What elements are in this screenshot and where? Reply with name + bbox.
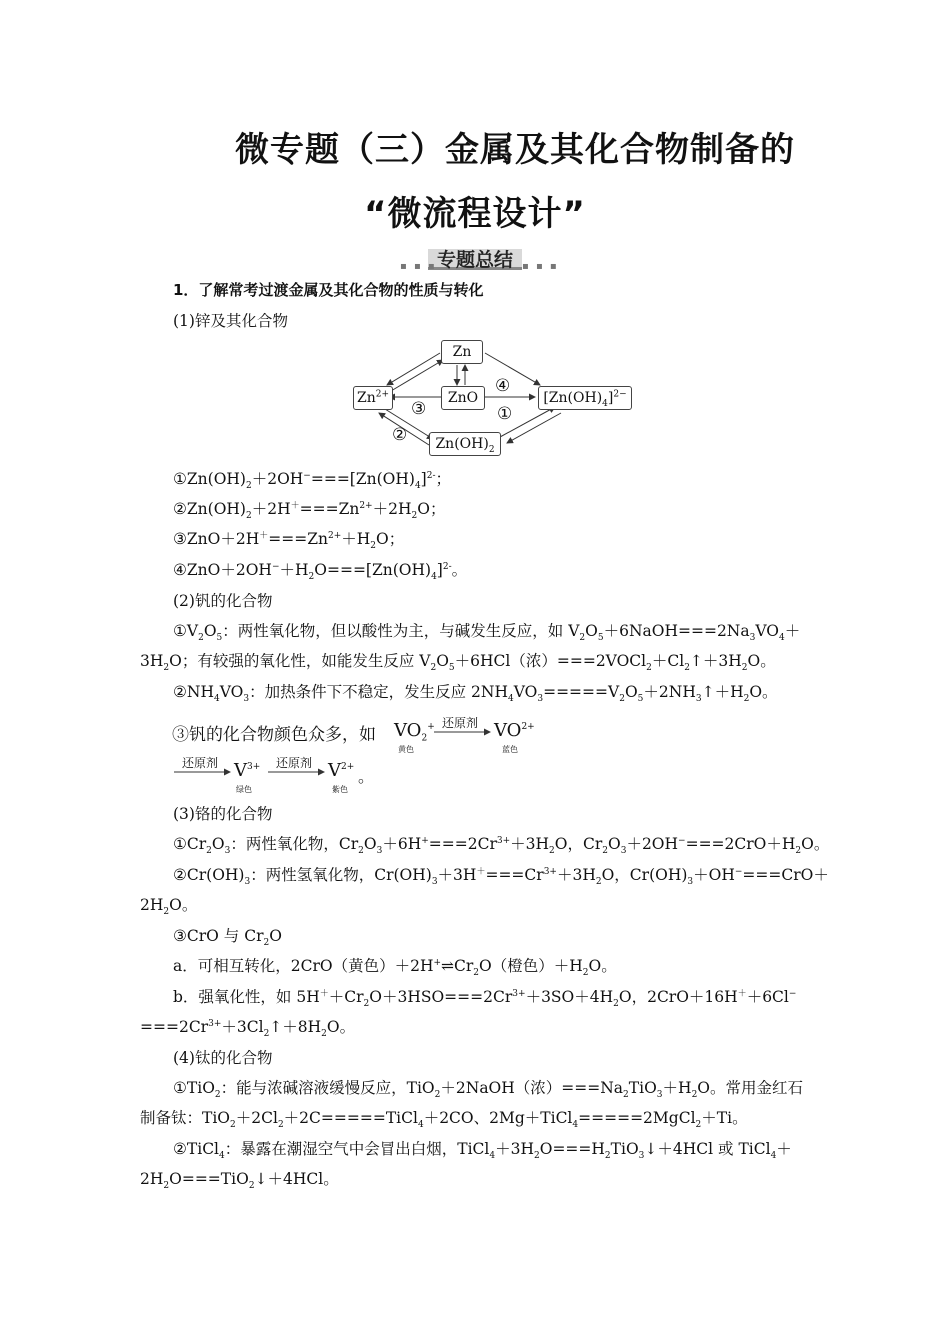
text-run: O。 <box>749 683 778 701</box>
text-run: 3H <box>140 652 164 670</box>
superscript: 2- <box>426 470 436 481</box>
text-run: ↓＋4HCl 或 TiCl <box>644 1140 771 1158</box>
text-run: 制备钛：TiO <box>140 1109 231 1127</box>
text-run: ③CrO 与 Cr <box>173 927 264 945</box>
text-run: ＋2NH <box>643 683 696 701</box>
text-run: ＋Cr <box>328 988 364 1006</box>
text-run: VO <box>755 622 779 640</box>
text-run: b．强氧化性，如 5H <box>173 988 320 1006</box>
node-zincate-charge: 2− <box>613 389 627 400</box>
vanadium-p1 <box>140 621 812 644</box>
species-v3plus <box>234 760 260 781</box>
chromium-p1 <box>140 834 830 857</box>
subscript: 2 <box>741 663 748 674</box>
page-title-line2: “微流程设计” <box>364 194 586 234</box>
subscript: 4 <box>417 1120 424 1131</box>
text-run: O；有较强的氧化性，如能发生反应 V <box>169 652 431 670</box>
text-run: ； <box>435 470 452 488</box>
subscript: 2 <box>277 1120 284 1131</box>
text-run: O，Cr(OH) <box>601 866 688 884</box>
text-run: ①V <box>173 622 199 640</box>
text-run: O <box>363 835 377 853</box>
text-run: ===2Cr <box>140 1018 209 1036</box>
chromium-p5-cont <box>140 1017 812 1040</box>
text-run: ②Zn(OH) <box>173 500 246 518</box>
text-run: ⇌Cr <box>441 957 474 975</box>
chromium-p3 <box>140 926 812 949</box>
subscript: 2 <box>602 846 608 857</box>
node-zincate-a: [Zn(OH) <box>543 390 603 406</box>
text-run: ①Cr <box>173 835 207 853</box>
subscript: 4 <box>414 481 421 492</box>
superscript: − <box>271 561 280 572</box>
subscript: 2 <box>370 541 377 552</box>
text-run: ③ZnO＋2H <box>173 530 260 548</box>
species-vo2-ion <box>494 720 535 741</box>
zinc-eq1 <box>140 469 812 492</box>
subscript: 4 <box>213 694 220 705</box>
subscript: 3 <box>431 877 438 888</box>
chromium-p4 <box>140 956 812 979</box>
node-zn-hydroxide-sub: 2 <box>488 444 495 455</box>
text-run: O。 <box>747 652 776 670</box>
vanadium-colors-end: 。 <box>358 767 375 786</box>
text-run: O。常用金红石 <box>697 1079 804 1097</box>
text-run: ：能与浓碱溶液缓慢反应，TiO <box>220 1079 435 1097</box>
text-run: O； <box>376 530 405 548</box>
text-run: ＋6HCl（浓）===2VOCl <box>454 652 647 670</box>
subscript: 2 <box>579 633 586 644</box>
superscript: + <box>427 722 435 732</box>
text-run: O <box>211 835 225 853</box>
text-run: ＋2NaOH（浓）===Na <box>440 1079 624 1097</box>
node-zn-hydroxide-a: Zn(OH) <box>435 436 489 452</box>
subscript: 4 <box>770 1151 777 1162</box>
banner-dots-right: ▪ ▪ ▪ <box>522 261 559 272</box>
text-run: O <box>436 652 449 670</box>
text-run: TiO <box>628 1079 657 1097</box>
text-run: VO <box>219 683 244 701</box>
text-run: ↑＋3H <box>689 652 742 670</box>
subscript: 3 <box>244 877 251 888</box>
subscript: 3 <box>376 846 383 857</box>
text-run: ＋3H <box>437 866 477 884</box>
text-run: O <box>624 683 638 701</box>
text-run: ＋2C=====TiCl <box>283 1109 418 1127</box>
text-run: VO <box>494 720 522 741</box>
subscript: 2 <box>163 907 170 918</box>
subscript: 5 <box>216 633 223 644</box>
text-run: O。 <box>801 835 830 853</box>
text-run: ②NH <box>173 683 214 701</box>
color-blue: 蓝色 <box>502 745 518 754</box>
text-run: O（橙色）＋H <box>479 957 583 975</box>
superscript: 3+ <box>247 762 261 772</box>
superscript: − <box>678 835 686 846</box>
text-run: =====2MgCl <box>578 1109 696 1127</box>
label-4: ④ <box>495 376 511 396</box>
subscript: 2 <box>646 663 652 674</box>
superscript: ＋ <box>476 866 486 877</box>
subscript: 2 <box>198 633 204 644</box>
chromium-heading: (3)铬的化合物 <box>173 805 273 823</box>
species-v2plus <box>328 760 354 781</box>
subscript: 2 <box>691 1090 698 1101</box>
text-run: V <box>328 760 341 781</box>
subscript: 2 <box>743 694 750 705</box>
subscript: 3 <box>224 846 231 857</box>
banner-dots-left: ▪ ▪ ▪ <box>400 261 437 272</box>
text-run: O <box>607 835 621 853</box>
text-run: ＋H <box>662 1079 692 1097</box>
text-run: ===[Zn(OH) <box>310 470 415 488</box>
chromium-p2-cont <box>140 895 812 918</box>
text-run: ④ZnO＋2OH <box>173 561 272 579</box>
zinc-heading: (1)锌及其化合物 <box>173 312 288 330</box>
titanium-p1-cont <box>140 1108 812 1131</box>
text-run: O <box>203 622 217 640</box>
text-run: O。 <box>169 896 198 914</box>
superscript: 2+ <box>521 722 535 732</box>
text-run: ②TiCl <box>173 1140 220 1158</box>
subscript: 2 <box>308 572 315 583</box>
chromium-p5 <box>140 987 812 1010</box>
subscript: 2 <box>623 1090 629 1101</box>
color-yellow: 黄色 <box>398 745 414 754</box>
text-run: ＋OH <box>693 866 735 884</box>
text-run: O； <box>417 500 446 518</box>
text-run: ===CrO＋ <box>742 866 829 884</box>
text-run: ：加热条件下不稳定，发生反应 2NH <box>249 683 508 701</box>
node-zn2plus-charge: 2+ <box>375 389 390 400</box>
text-run: ↓＋4HCl。 <box>254 1170 339 1188</box>
subscript: 2 <box>206 846 212 857</box>
text-run: ＋2Cl <box>235 1109 278 1127</box>
text-run: ＋6H <box>382 835 422 853</box>
text-run: ①Zn(OH) <box>173 470 246 488</box>
label-1: ① <box>497 404 513 424</box>
subscript: 2 <box>230 1120 236 1131</box>
text-run: ===Cr <box>485 866 544 884</box>
subscript: 3 <box>243 694 250 705</box>
subscript: 3 <box>537 694 544 705</box>
vanadium-color-scheme <box>172 714 552 796</box>
node-zno: ZnO <box>441 386 485 410</box>
subscript: 3 <box>749 633 756 644</box>
superscript: 2- <box>442 561 452 572</box>
superscript: ＋ <box>259 530 269 541</box>
node-zn-hydroxide <box>429 432 501 456</box>
subscript: 3 <box>695 694 702 705</box>
superscript: − <box>303 470 311 481</box>
text-run: ＋3H <box>556 866 596 884</box>
superscript: ＋ <box>290 500 300 511</box>
text-run: ＋3H <box>495 1140 534 1158</box>
subscript: 2 <box>263 938 270 949</box>
subscript: 2 <box>363 999 370 1010</box>
subscript: 2 <box>604 1151 611 1162</box>
text-run: ：两性氢氧化物，Cr(OH) <box>250 866 432 884</box>
titanium-p2-cont <box>140 1169 812 1192</box>
subscript: 2 <box>245 511 252 522</box>
subscript: 2 <box>163 663 170 674</box>
text-run: ＋H <box>341 530 371 548</box>
subscript: 4 <box>489 1151 496 1162</box>
subscript: 2 <box>214 1090 221 1101</box>
text-run: ↑＋H <box>701 683 744 701</box>
text-run: ] <box>420 470 427 488</box>
text-run: ：两性氧化物，但以酸性为主，与碱发生反应，如 V <box>222 622 580 640</box>
text-run: ===Zn <box>299 500 360 518</box>
text-run: O＋3HSO===2Cr <box>369 988 513 1006</box>
subscript: 2 <box>473 968 480 979</box>
text-run: ：暴露在潮湿空气中会冒出白烟，TiCl <box>224 1140 490 1158</box>
superscript: 3+ <box>543 866 557 877</box>
text-run: ＋ <box>784 622 801 640</box>
subscript: 5 <box>448 663 455 674</box>
subscript: 4 <box>431 572 437 583</box>
text-run: ②Cr(OH) <box>173 866 245 884</box>
text-run: ＋ <box>776 1140 792 1158</box>
node-zn: Zn <box>441 340 483 364</box>
text-run: ↑＋8H <box>269 1018 322 1036</box>
superscript: 2+ <box>327 530 342 541</box>
subscript: 5 <box>597 633 604 644</box>
subscript: 2 <box>549 846 555 857</box>
text-run: O===H <box>539 1140 605 1158</box>
page-title-line1: 微专题（三）金属及其化合物制备的 <box>235 130 795 170</box>
titanium-heading: (4)钛的化合物 <box>173 1049 273 1067</box>
subscript: 2 <box>248 1181 255 1192</box>
text-run: O。 <box>326 1018 356 1036</box>
node-zn2plus-text: Zn <box>356 390 376 406</box>
text-run: O，2CrO＋16H <box>618 988 738 1006</box>
superscript: − <box>734 866 743 877</box>
subscript: 2 <box>163 1181 170 1192</box>
section-heading: 1．了解常考过渡金属及其化合物的性质与转化 <box>173 281 484 299</box>
subscript: 2 <box>695 1120 702 1131</box>
arrow-label-reductant-2: 还原剂 <box>182 756 219 770</box>
subscript: 4 <box>779 633 785 644</box>
text-run: O，Cr <box>554 835 603 853</box>
text-run: a．可相互转化，2CrO（黄色）＋2H <box>173 957 434 975</box>
text-run: O <box>585 622 598 640</box>
text-run: ＋H <box>279 561 309 579</box>
species-vo2plus <box>394 720 435 744</box>
subscript: 2 <box>358 846 364 857</box>
text-run: O。 <box>588 957 617 975</box>
titanium-p1 <box>140 1078 812 1101</box>
subscript: 2 <box>595 877 602 888</box>
subscript: 2 <box>245 481 252 492</box>
subscript: 2 <box>321 1029 327 1040</box>
text-run: ===2Cr <box>428 835 497 853</box>
superscript: 2+ <box>341 762 355 772</box>
text-run: VO <box>394 720 422 741</box>
color-green: 绿色 <box>236 785 252 794</box>
text-run: ===Zn <box>268 530 328 548</box>
node-zincate-sub: 4 <box>602 398 608 409</box>
subscript: 2 <box>430 663 437 674</box>
arrow-label-reductant-1: 还原剂 <box>442 716 479 730</box>
text-run: ＋3Cl <box>221 1018 264 1036</box>
text-run: V <box>234 760 247 781</box>
subscript: 3 <box>620 846 627 857</box>
text-run: ＋2OH <box>626 835 679 853</box>
text-run: O <box>269 927 282 945</box>
text-run: =====V <box>543 683 620 701</box>
vanadium-p2 <box>140 682 812 705</box>
superscript: ＋ <box>319 988 329 999</box>
superscript: + <box>433 957 442 968</box>
subscript: 4 <box>219 1151 225 1162</box>
vanadium-colors-intro: ③钒的化合物颜色众多，如 <box>172 725 376 745</box>
text-run: ===2CrO＋H <box>685 835 796 853</box>
subscript: 4 <box>507 694 514 705</box>
vanadium-p1-cont <box>140 651 812 674</box>
superscript: 2+ <box>359 500 373 511</box>
superscript: + <box>421 835 429 846</box>
text-run: ：两性氧化物，Cr <box>230 835 359 853</box>
subscript: 2 <box>795 846 802 857</box>
text-run: ＋2H <box>251 500 291 518</box>
superscript: 3+ <box>208 1018 222 1029</box>
node-zincate <box>538 386 632 410</box>
superscript: 3+ <box>496 835 511 846</box>
text-run: ＋Ti。 <box>701 1109 748 1127</box>
text-run: TiO <box>610 1140 639 1158</box>
text-run: ＋Cl <box>651 652 685 670</box>
text-run: ①TiO <box>173 1079 215 1097</box>
text-run: VO <box>513 683 538 701</box>
superscript: ＋ <box>737 988 747 999</box>
subscript: 4 <box>572 1120 579 1131</box>
subscript: 2 <box>411 511 418 522</box>
text-run: ] <box>436 561 443 579</box>
subscript: 2 <box>421 733 428 744</box>
chromium-p2 <box>140 865 829 888</box>
text-run: O===[Zn(OH) <box>314 561 432 579</box>
zinc-conversion-diagram <box>345 333 635 461</box>
label-3: ③ <box>411 399 427 419</box>
text-run: ＋2CO、2Mg＋TiCl <box>423 1109 573 1127</box>
subscript: 3 <box>687 877 694 888</box>
superscript: − <box>788 988 797 999</box>
titanium-p2 <box>140 1139 812 1162</box>
zinc-eq3 <box>140 529 812 552</box>
subscript: 2 <box>263 1029 270 1040</box>
subscript: 2 <box>613 999 619 1010</box>
subscript: 2 <box>684 663 690 674</box>
subscript: 5 <box>637 694 644 705</box>
text-run: O===TiO <box>169 1170 249 1188</box>
banner-label: 专题总结 <box>436 249 513 271</box>
color-purple: 紫色 <box>332 785 348 794</box>
text-run: ＋3SO＋4H <box>525 988 614 1006</box>
text-run: 。 <box>451 561 468 579</box>
text-run: 2H <box>140 1170 164 1188</box>
text-run: ＋2OH <box>251 470 304 488</box>
text-run: ＋3H <box>510 835 550 853</box>
superscript: 3+ <box>512 988 526 999</box>
text-run: 2H <box>140 896 164 914</box>
text-run: ＋6NaOH===2Na <box>603 622 750 640</box>
text-run: ＋6Cl <box>746 988 789 1006</box>
subscript: 3 <box>638 1151 645 1162</box>
text-run: ＋2H <box>372 500 412 518</box>
subscript: 2 <box>434 1090 441 1101</box>
vanadium-heading: (2)钒的化合物 <box>173 592 273 610</box>
subscript: 2 <box>619 694 625 705</box>
subscript: 2 <box>582 968 589 979</box>
label-2: ② <box>392 425 408 445</box>
arrow-label-reductant-3: 还原剂 <box>276 756 313 770</box>
zinc-eq2 <box>140 499 812 522</box>
subscript: 3 <box>656 1090 663 1101</box>
node-zincate-b: ] <box>607 390 614 406</box>
node-zn2plus <box>353 386 393 410</box>
section-banner <box>370 245 580 271</box>
zinc-eq4 <box>140 560 812 583</box>
subscript: 2 <box>534 1151 540 1162</box>
